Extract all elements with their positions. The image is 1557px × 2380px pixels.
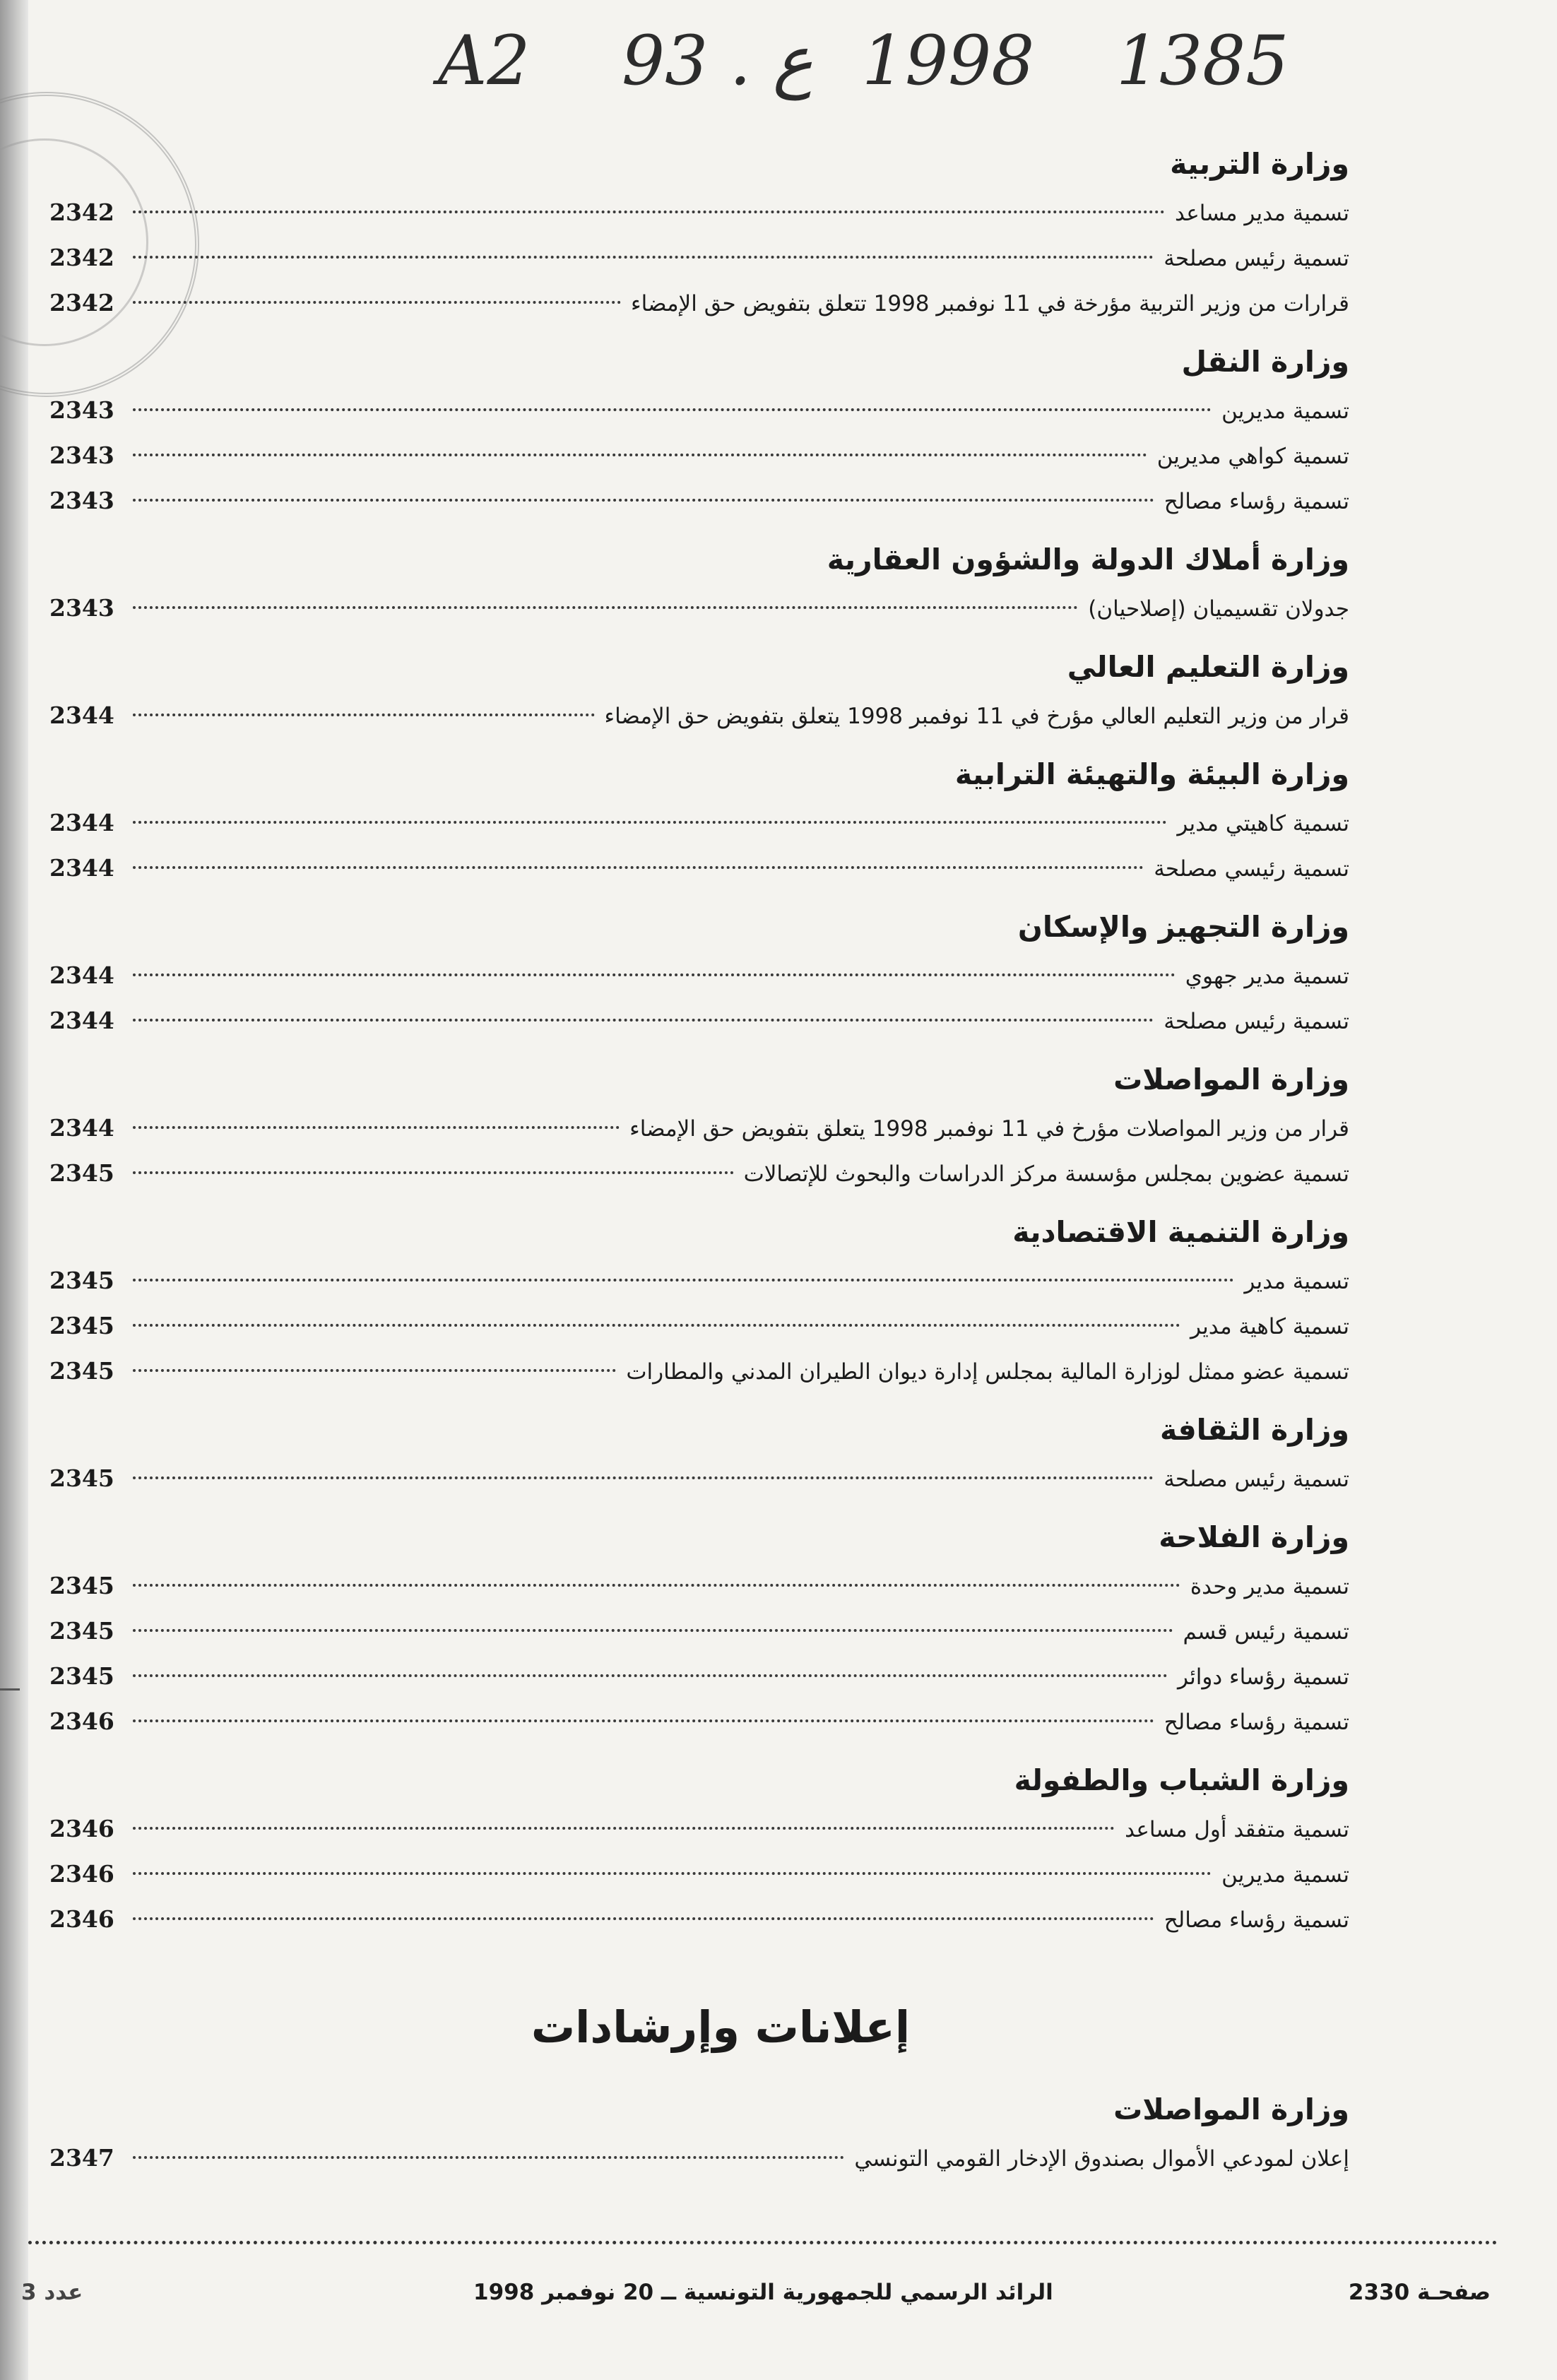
handwritten-year: 1998 [862,21,1035,100]
toc-leader-dots [133,454,1147,456]
toc-entry-title: تسمية رؤساء مصالح [1164,489,1349,514]
toc-leader-dots [133,714,595,716]
toc-entry[interactable] [49,388,1349,433]
toc-entry-title: تسمية متفقد أول مساعد [1125,1817,1349,1842]
handwritten-number: 1385 [1116,21,1289,100]
toc-leader-dots [133,1369,616,1372]
toc-entry-title: تسمية رؤساء دوائر [1178,1664,1349,1690]
footer-dotted-rule [28,2241,1498,2244]
toc-entry[interactable] [49,1699,1349,1744]
toc-leader-dots [133,1917,1154,1920]
toc-entry-title: قرار من وزير التعليم العالي مؤرخ في 11 نوفمبر 1998 يتعلق بتفويض حق الإمضاء [604,704,1349,729]
toc-entry-title: تسمية عضو ممثل لوزارة المالية بمجلس إدارة ديوان الطيران المدني والمطارات [626,1359,1349,1385]
section-title: وزارة الثقافة [1159,1413,1349,1447]
toc-entry-title: تسمية رئيسي مصلحة [1154,856,1349,882]
handwritten-issue: 93 . ع [622,21,813,100]
toc-entry-page: 2347 [49,2144,114,2172]
toc-leader-dots [133,1872,1212,1875]
toc-entry-page: 2344 [49,1114,114,1142]
toc-entry-title: جدولان تقسيميان (إصلاحيان) [1088,596,1349,622]
toc-entry-page: 2346 [49,1905,114,1933]
handwritten-code: A2 [438,21,531,100]
toc-entry-page: 2345 [49,1572,114,1599]
footer-page-number: صفحـة 2330 [1348,2280,1491,2305]
page-footer [21,2268,1491,2317]
toc-entry[interactable] [49,800,1349,846]
toc-entry-page: 2343 [49,487,114,514]
toc-entry-title: تسمية مدير [1244,1269,1349,1294]
toc-entry-page: 2344 [49,809,114,836]
toc-entry-page: 2345 [49,1662,114,1690]
toc-entry-page: 2346 [49,1860,114,1888]
toc-entry[interactable] [49,846,1349,891]
toc-entry-page: 2344 [49,701,114,729]
toc-entry[interactable] [49,478,1349,523]
toc-entry-page: 2345 [49,1617,114,1645]
toc-entry[interactable] [49,1303,1349,1349]
toc-entry-page: 2346 [49,1815,114,1842]
section-title: وزارة المواصلات [1113,2092,1349,2126]
toc-entry-page: 2344 [49,1007,114,1034]
toc-leader-dots [133,1126,620,1129]
toc-leader-dots [133,1476,1154,1479]
toc-leader-dots [133,821,1167,824]
toc-entry-page: 2342 [49,199,114,226]
toc-leader-dots [133,1674,1168,1677]
toc-entry[interactable] [49,1106,1349,1151]
section-title: وزارة الشباب والطفولة [1014,1763,1349,1797]
section-title: وزارة النقل [1181,345,1349,379]
toc-entry[interactable] [49,1852,1349,1897]
toc-leader-dots [133,1584,1180,1587]
toc-entry-title: قرار من وزير المواصلات مؤرخ في 11 نوفمبر 1998 يتعلق بتفويض حق الإمضاء [629,1116,1349,1142]
handwritten-reference [396,21,1385,120]
toc-leader-dots [133,256,1154,259]
table-of-contents [49,138,1349,2181]
toc-leader-dots [133,1171,734,1174]
toc-entry[interactable] [49,586,1349,631]
toc-leader-dots [133,1279,1234,1281]
toc-entry-page: 2343 [49,396,114,424]
section-title: وزارة أملاك الدولة والشؤون العقارية [827,543,1349,576]
toc-leader-dots [133,606,1078,609]
section-title: وزارة التعليم العالي [1067,650,1349,684]
toc-entry-title: تسمية رئيس مصلحة [1164,1009,1349,1034]
toc-entry-page: 2344 [49,961,114,989]
toc-entry-title: إعلان لمودعي الأموال بصندوق الإدخار القومي التونسي [854,2146,1349,2172]
section-title: وزارة الفلاحة [1159,1520,1349,1554]
toc-entry[interactable] [49,1897,1349,1942]
footer-issue-fragment: عدد 3 [21,2280,83,2305]
toc-entry-title: تسمية رؤساء مصالح [1164,1710,1349,1735]
toc-entry[interactable] [49,2136,1349,2181]
toc-entry[interactable] [49,433,1349,478]
toc-entry[interactable] [49,998,1349,1043]
toc-entry-title: تسمية مدير مساعد [1175,201,1349,226]
toc-leader-dots [133,973,1176,976]
toc-entry-title: تسمية مدير جهوي [1185,964,1349,989]
toc-entry-title: قرارات من وزير التربية مؤرخة في 11 نوفمبر 1998 تتعلق بتفويض حق الإمضاء [631,291,1349,316]
toc-entry-page: 2345 [49,1159,114,1187]
toc-entry[interactable] [49,1151,1349,1196]
announcements-heading: إعلانات وإرشادات [531,2001,911,2053]
toc-entry-title: تسمية كاهيتي مدير [1177,811,1349,836]
toc-entry-page: 2342 [49,289,114,316]
toc-leader-dots [133,301,621,304]
toc-entry[interactable] [49,953,1349,998]
toc-entry-page: 2345 [49,1464,114,1492]
toc-entry-page: 2345 [49,1312,114,1339]
toc-entry-page: 2344 [49,854,114,882]
toc-leader-dots [133,1827,1115,1830]
toc-entry[interactable] [49,1654,1349,1699]
toc-entry-page: 2343 [49,442,114,469]
toc-entry-title: تسمية رؤساء مصالح [1164,1907,1349,1933]
toc-entry-page: 2342 [49,244,114,271]
toc-leader-dots [133,408,1212,411]
section-title: وزارة المواصلات [1113,1062,1349,1096]
toc-leader-dots [133,1019,1154,1022]
toc-entry-title: تسمية مديرين [1221,1862,1349,1888]
toc-entry-title: تسمية مديرين [1221,398,1349,424]
toc-entry[interactable] [49,1349,1349,1394]
toc-entry[interactable] [49,1258,1349,1303]
toc-entry[interactable] [49,1806,1349,1852]
toc-entry-title: تسمية عضوين بمجلس مؤسسة مركز الدراسات والبحوث للإتصالات [743,1161,1349,1187]
toc-entry[interactable] [49,693,1349,738]
toc-entry-title: تسمية رئيس قسم [1183,1619,1349,1645]
section-title: وزارة البيئة والتهيئة الترابية [954,757,1349,791]
footer-publication: الرائد الرسمي للجمهورية التونسية ــ 20 نوفمبر 1998 [473,2280,1053,2305]
toc-leader-dots [133,1629,1173,1632]
section-title: وزارة التجهيز والإسكان [1017,910,1349,944]
toc-entry[interactable] [49,1609,1349,1654]
toc-entry-page: 2346 [49,1707,114,1735]
section-title: وزارة التنمية الاقتصادية [1012,1215,1349,1249]
toc-entry[interactable] [49,280,1349,326]
section-title: وزارة التربية [1170,147,1349,181]
toc-entry[interactable] [49,1456,1349,1501]
toc-entry-page: 2345 [49,1357,114,1385]
toc-entry-title: تسمية رئيس مصلحة [1164,246,1349,271]
toc-entry-page: 2343 [49,594,114,622]
toc-leader-dots [133,2156,844,2159]
toc-leader-dots [133,1719,1154,1722]
toc-entry-title: تسمية مدير وحدة [1190,1574,1349,1599]
toc-leader-dots [133,1324,1180,1327]
toc-entry[interactable] [49,235,1349,280]
toc-entry[interactable] [49,1563,1349,1609]
toc-leader-dots [133,866,1144,869]
toc-leader-dots [133,499,1154,502]
toc-entry-title: تسمية كاهية مدير [1190,1314,1349,1339]
toc-entry[interactable] [49,190,1349,235]
toc-entry-page: 2345 [49,1267,114,1294]
toc-entry-title: تسمية رئيس مصلحة [1164,1467,1349,1492]
margin-mark [0,1688,20,1775]
toc-entry-title: تسمية كواهي مديرين [1156,444,1349,469]
toc-leader-dots [133,211,1165,213]
